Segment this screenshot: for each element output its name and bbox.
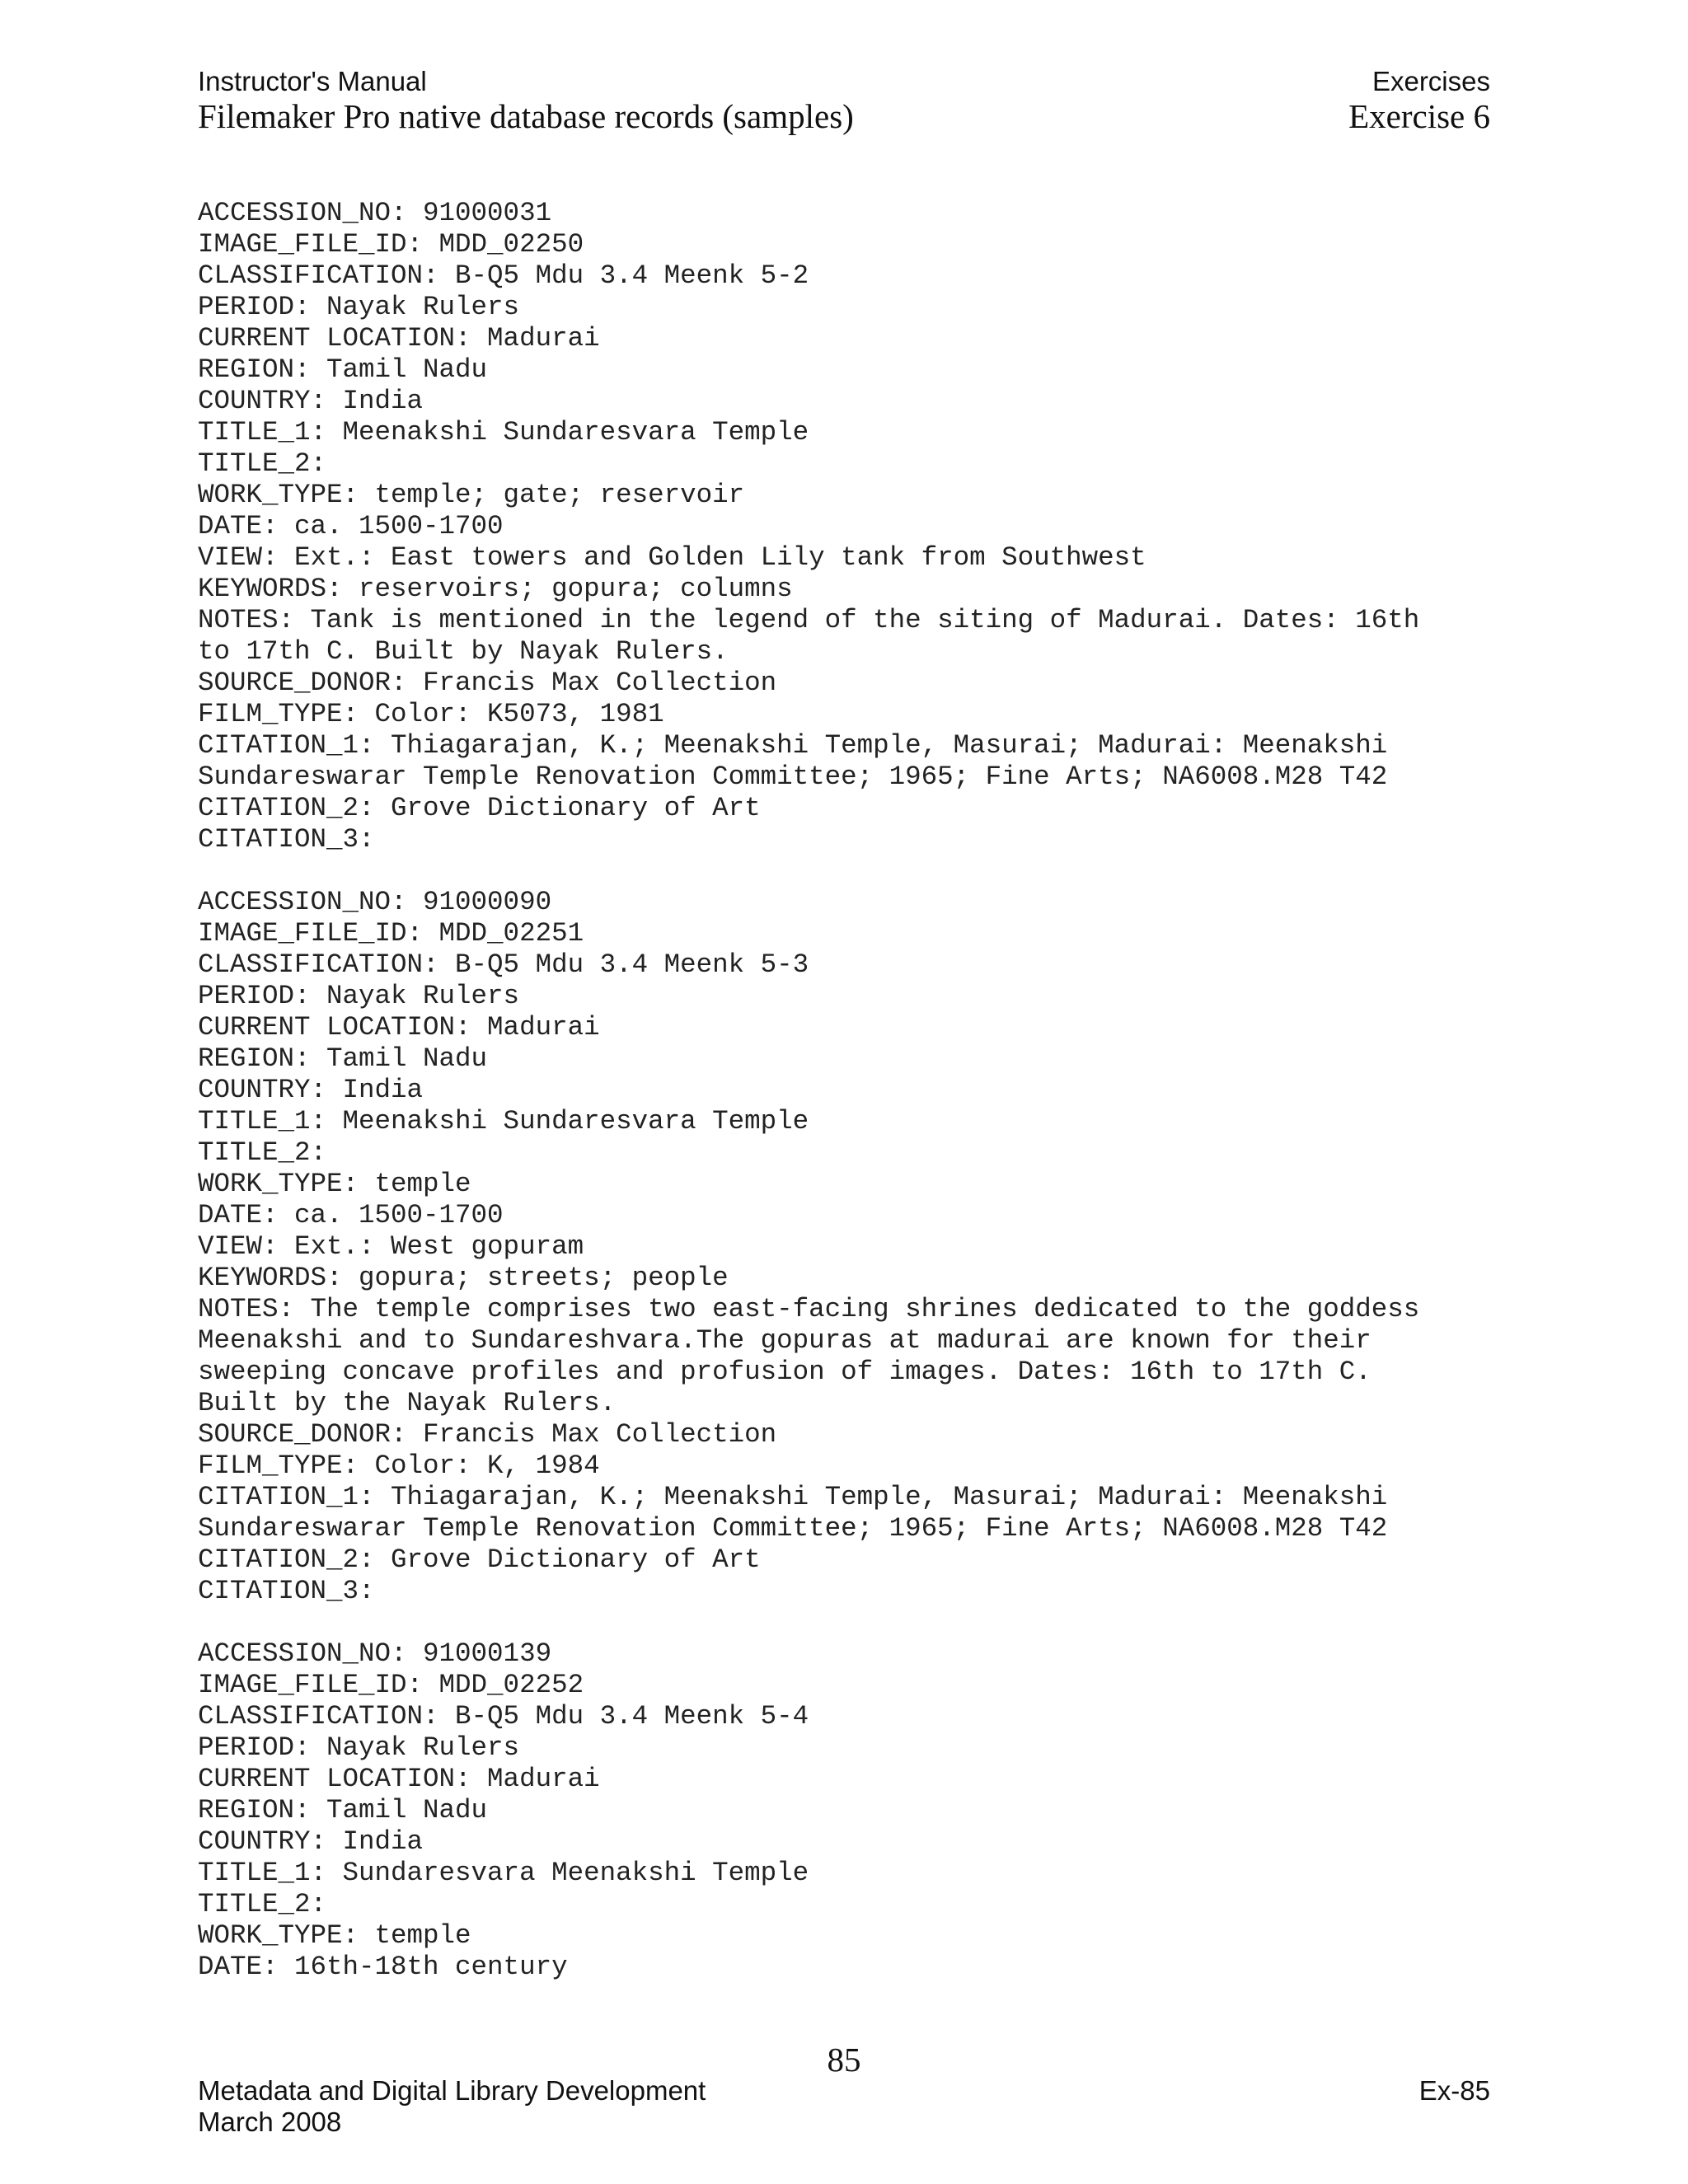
record-block (198, 887, 1508, 1607)
record-field-line: CITATION_3: (198, 824, 375, 855)
record-block (198, 198, 1508, 855)
record-field-line: KEYWORDS: gopura; streets; people (198, 1263, 729, 1293)
record-field-line: COUNTRY: India (198, 386, 424, 416)
record-field-line: CITATION_2: Grove Dictionary of Art (198, 1544, 761, 1575)
record-field-line: TITLE_2: (198, 448, 327, 479)
record-list (198, 198, 1508, 2014)
record-block (198, 1638, 1508, 1983)
record-field-line: CURRENT LOCATION: Madurai (198, 323, 600, 354)
record-field-line: PERIOD: Nayak Rulers (198, 1732, 520, 1763)
record-field-line: CLASSIFICATION: B-Q5 Mdu 3.4 Meenk 5-2 (198, 260, 809, 291)
record-field-line: COUNTRY: India (198, 1826, 424, 1857)
record-field-line: IMAGE_FILE_ID: MDD_02251 (198, 918, 584, 949)
record-field-line: REGION: Tamil Nadu (198, 1795, 488, 1825)
record-field-line: Sundareswarar Temple Renovation Committee; 1965; Fine Arts; NA6008.M28 T42 (198, 762, 1388, 792)
record-field-line: NOTES: The temple comprises two east-facing shrines dedicated to the goddess (198, 1294, 1420, 1324)
record-field-line: CLASSIFICATION: B-Q5 Mdu 3.4 Meenk 5-3 (198, 949, 809, 980)
record-field-line: WORK_TYPE: temple; gate; reservoir (198, 480, 745, 510)
record-field-line: PERIOD: Nayak Rulers (198, 981, 520, 1011)
record-field-line: CURRENT LOCATION: Madurai (198, 1764, 600, 1794)
record-field-line: WORK_TYPE: temple (198, 1169, 471, 1199)
record-field-line: TITLE_2: (198, 1137, 327, 1168)
record-field-line: COUNTRY: India (198, 1075, 424, 1105)
record-field-line: SOURCE_DONOR: Francis Max Collection (198, 668, 777, 698)
record-field-line: PERIOD: Nayak Rulers (198, 292, 520, 322)
record-field-line: ACCESSION_NO: 91000090 (198, 887, 552, 917)
record-field-line: CITATION_2: Grove Dictionary of Art (198, 793, 761, 823)
page-title: Filemaker Pro native database records (samples) (198, 97, 854, 135)
record-field-line: TITLE_1: Meenakshi Sundaresvara Temple (198, 417, 809, 448)
record-field-line: REGION: Tamil Nadu (198, 1043, 488, 1074)
record-field-line: Meenakshi and to Sundareshvara.The gopuras at madurai are known for their (198, 1325, 1372, 1356)
footer-left (198, 2075, 706, 2138)
record-field-line: FILM_TYPE: Color: K5073, 1981 (198, 699, 664, 729)
record-field-line: DATE: ca. 1500-1700 (198, 1200, 504, 1230)
header-top-row (198, 66, 1490, 97)
record-field-line: NOTES: Tank is mentioned in the legend of the siting of Madurai. Dates: 16th (198, 605, 1420, 635)
record-field-line: KEYWORDS: reservoirs; gopura; columns (198, 574, 793, 604)
record-field-line: DATE: ca. 1500-1700 (198, 511, 504, 541)
header-manual-label: Instructor's Manual (198, 66, 427, 96)
record-field-line: IMAGE_FILE_ID: MDD_02252 (198, 1670, 584, 1700)
footer-date: March 2008 (198, 2107, 342, 2137)
record-field-line: CLASSIFICATION: B-Q5 Mdu 3.4 Meenk 5-4 (198, 1701, 809, 1732)
record-field-line: sweeping concave profiles and profusion of images. Dates: 16th to 17th C. (198, 1357, 1372, 1387)
record-field-line: REGION: Tamil Nadu (198, 354, 488, 385)
record-field-line: CURRENT LOCATION: Madurai (198, 1012, 600, 1043)
record-field-line: CITATION_1: Thiagarajan, K.; Meenakshi Temple, Masurai; Madurai: Meenakshi (198, 730, 1388, 761)
header-section-label: Exercises (1372, 66, 1490, 96)
exercise-label: Exercise 6 (1348, 97, 1490, 135)
page-number: 85 (827, 2041, 861, 2079)
record-field-line: IMAGE_FILE_ID: MDD_02250 (198, 229, 584, 260)
record-field-line: TITLE_1: Sundaresvara Meenakshi Temple (198, 1858, 809, 1888)
record-field-line: TITLE_2: (198, 1889, 327, 1919)
footer-course-title: Metadata and Digital Library Development (198, 2075, 706, 2106)
record-field-line: TITLE_1: Meenakshi Sundaresvara Temple (198, 1106, 809, 1137)
record-field-line: FILM_TYPE: Color: K, 1984 (198, 1451, 600, 1481)
record-field-line: VIEW: Ext.: East towers and Golden Lily tank from Southwest (198, 542, 1146, 573)
record-field-line: CITATION_1: Thiagarajan, K.; Meenakshi Temple, Masurai; Madurai: Meenakshi (198, 1482, 1388, 1512)
record-field-line: Sundareswarar Temple Renovation Committee; 1965; Fine Arts; NA6008.M28 T42 (198, 1513, 1388, 1544)
record-field-line: CITATION_3: (198, 1576, 375, 1606)
record-field-line: to 17th C. Built by Nayak Rulers. (198, 636, 729, 667)
record-field-line: VIEW: Ext.: West gopuram (198, 1231, 584, 1262)
record-field-line: WORK_TYPE: temple (198, 1920, 471, 1951)
footer-page-code: Ex-85 (1418, 2075, 1490, 2106)
record-field-line: ACCESSION_NO: 91000031 (198, 198, 552, 228)
record-field-line: ACCESSION_NO: 91000139 (198, 1638, 552, 1669)
header-title-row (198, 97, 1490, 135)
record-field-line: Built by the Nayak Rulers. (198, 1388, 617, 1418)
record-field-line: SOURCE_DONOR: Francis Max Collection (198, 1419, 777, 1450)
record-field-line: DATE: 16th-18th century (198, 1952, 568, 1982)
